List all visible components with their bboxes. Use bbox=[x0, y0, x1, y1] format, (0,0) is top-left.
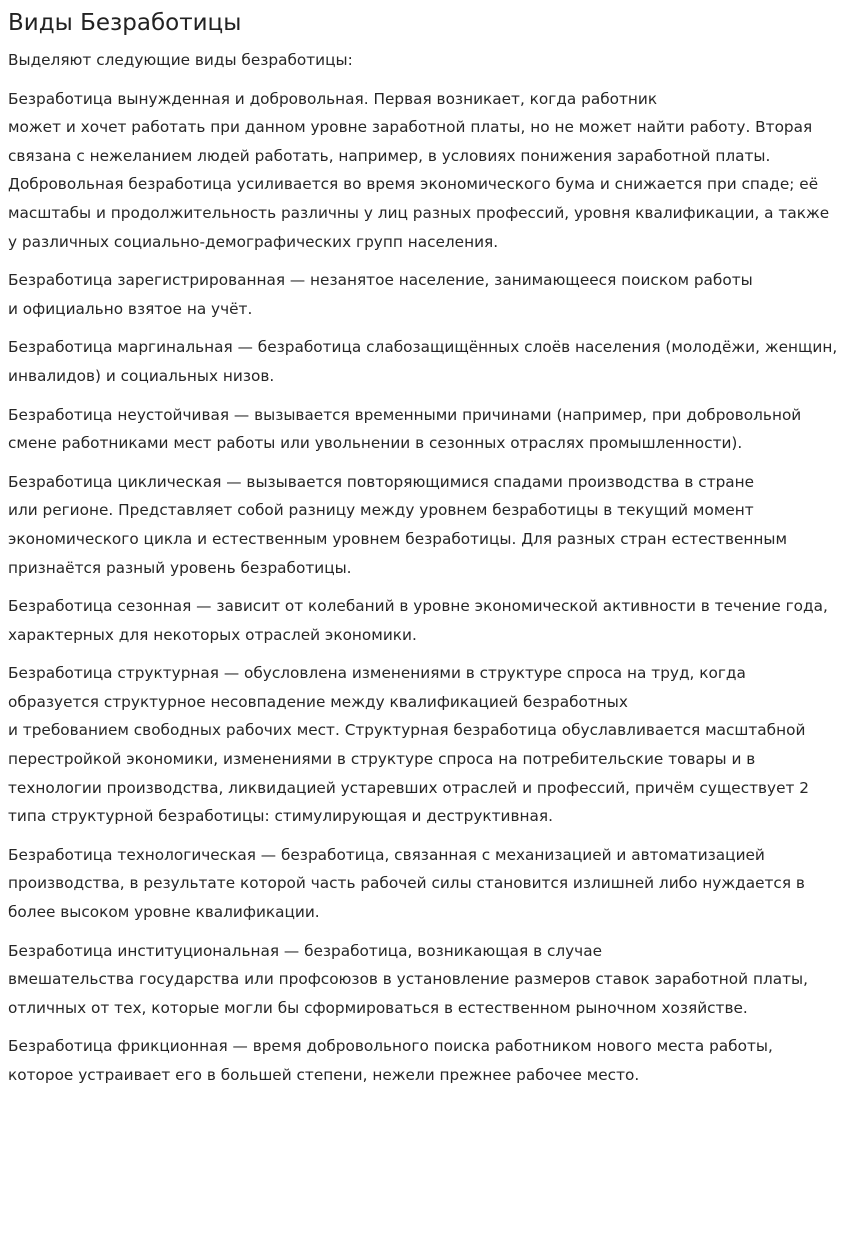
institutional-unemployment-paragraph: Безработица институциональная — безработица, возникающая в случае вмешательства государства или профсоюзов в установление размеров ставок заработной платы, отличных от тех, которые могли бы сформироваться в естественном рыночном хозяйстве. bbox=[8, 941, 808, 1017]
cyclical-unemployment-paragraph: Безработица циклическая — вызывается повторяющимися спадами производства в стране или регионе. Представляет собой разницу между уровнем безработицы в текущий момент экономического цикла и естественным уровнем безработицы. Для разных стран естественным признаётся разный уровень безработицы. bbox=[8, 472, 787, 577]
intro-text: Выделяют следующие виды безработицы: bbox=[8, 51, 353, 69]
marginal-unemployment-paragraph: Безработица маргинальная — безработица слабозащищённых слоёв населения (молодёжи, женщин, инвалидов) и социальных низов. bbox=[8, 338, 838, 385]
seasonal-unemployment-paragraph: Безработица сезонная — зависит от колебаний в уровне экономической активности в течение года, характерных для некоторых отраслей экономики. bbox=[8, 597, 828, 644]
unstable-unemployment-paragraph: Безработица неустойчивая — вызывается временными причинами (например, при добровольной смене работниками мест работы или увольнении в сезонных отраслях промышленности). bbox=[8, 405, 802, 453]
voluntary-unemployment-paragraph: Безработица вынужденная и добровольная. Первая возникает, когда работник может и хочет работать при данном уровне заработной платы, но не может найти работу. Вторая связана с нежеланием людей работать, например, в условиях понижения заработной платы. Добровольная безработица усиливается во время экономического бума и снижается при спаде; её масштабы и продолжительность различны у лиц разных профессий, уровня квалификации, а также у различных социально-демографических групп населения. bbox=[8, 89, 830, 251]
registered-unemployment-paragraph: Безработица зарегистрированная — незанятое население, занимающееся поиском работы и официально взятое на учёт. bbox=[8, 271, 753, 318]
technological-unemployment-paragraph: Безработица технологическая — безработица, связанная с механизацией и автоматизацией производства, в результате которой часть рабочей силы становится излишней либо нуждается в более высоком уровне квалификации. bbox=[8, 845, 805, 922]
structural-unemployment-paragraph: Безработица структурная — обусловлена изменениями в структуре спроса на труд, когда образуется структурное несовпадение между квалификацией безработных и требованием свободных рабочих мест. Структурная безработица обуславливается масштабной перестройкой экономики, изменениями в структуре спроса на потребительские товары и в технологии производства, ликвидацией устаревших отраслей и профессий, причём существует 2 типа структурной безработицы: стимулирующая и деструктивная. bbox=[8, 664, 809, 826]
frictional-unemployment-paragraph: Безработица фрикционная — время добровольного поиска работником нового места работы, которое устраивает его в большей степени, нежели прежнее рабочее место. bbox=[8, 1037, 773, 1084]
page-title: Виды Безработицы bbox=[8, 10, 242, 36]
